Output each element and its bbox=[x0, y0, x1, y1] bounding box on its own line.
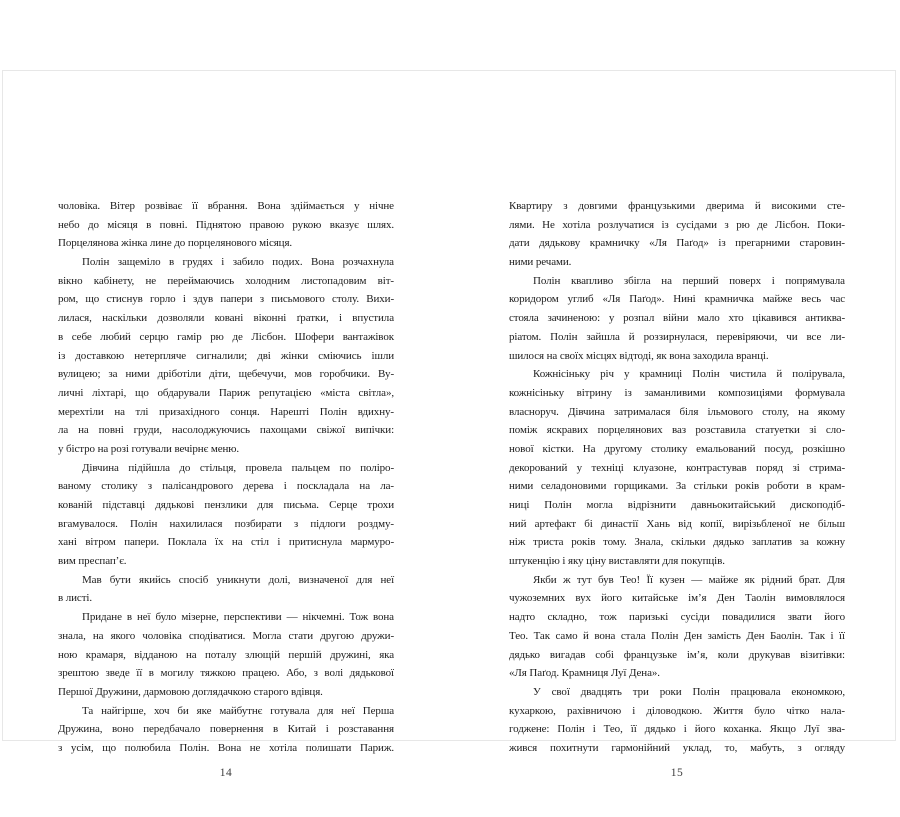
text-line: Придане в неї було мізерне, перспективи — нікчемні. Тож вона bbox=[82, 611, 394, 624]
text-line: ними селадоновими горщиками. За стільки років роботи в крам- bbox=[509, 480, 845, 493]
text-line: дати дядькову крамничку «Ля Паґод» із прегарними старовин- bbox=[509, 237, 845, 250]
text-line: ла на повні груди, насолоджуючись пахощами свіжої випічки: bbox=[58, 424, 395, 437]
text-line: ваному столику з палісандрового дерева і поскладала на ла- bbox=[58, 480, 394, 493]
text-line: Кожнісіньку річ у крамниці Полін чистила й полірувала, bbox=[533, 368, 845, 381]
text-line: вулицею; за ними дріботіли діти, щебечучи, мов горобчики. Ву- bbox=[58, 368, 395, 381]
book-spread-panel bbox=[2, 70, 896, 779]
text-line: небо до місяця в повні. Піднятою правою рукою вказує шлях. bbox=[58, 218, 395, 231]
text-line: знала, на якого чоловіка сподіватися. Могла стати другою дружи- bbox=[58, 629, 395, 642]
text-line: стояла зачиненою: у розпал війни мало хто цікавився антиква- bbox=[509, 312, 846, 325]
text-line: в листі. bbox=[58, 592, 93, 605]
text-line: Порцелянова жінка лине до порцелянового місяця. bbox=[58, 237, 293, 250]
text-line: ними речами. bbox=[509, 256, 572, 269]
text-line: Першої Дружини, дармовою доглядачкою старого вдівця. bbox=[58, 685, 323, 698]
text-line: надто складно, тож паризькі сусіди повадилися звати його bbox=[509, 611, 845, 624]
text-line: Полін защеміло в грудях і забило подих. Вона розчахнула bbox=[82, 256, 394, 269]
text-line: Дівчина підійшла до стільця, провела пальцем по поліро- bbox=[82, 461, 395, 474]
text-line: чужоземних вух його китайське ім’я Ден Таолін вимовлялося bbox=[509, 592, 845, 605]
text-line: «Ля Паґод. Крамниця Луї Дена». bbox=[509, 667, 660, 680]
text-line: із доставкою нетерпляче сигналили; дві жінки сміючись ішли bbox=[58, 349, 395, 362]
text-line: у бістро на розі готували вечірнє меню. bbox=[58, 442, 240, 455]
text-line: з усім, що полюбила Полін. Вона не хотіла полишати Париж. bbox=[58, 741, 394, 754]
text-line: Та найгірше, хоч би яке майбутнє готувала для неї Перша bbox=[82, 704, 394, 717]
page-left-text bbox=[58, 197, 394, 758]
text-line: декорований у техніці клуазоне, контрастував поряд зі стрима- bbox=[509, 461, 846, 474]
text-line: ром, що стиснув горло і здув папери з письмового столу. Вихи- bbox=[58, 293, 395, 306]
text-line: вікно кабінету, не переймаючись холодним листопадовим віт- bbox=[58, 274, 394, 287]
page-right-text bbox=[509, 197, 845, 758]
text-line: Тео. Так само й вона стала Полін Ден замість Ден Баолін. Так і її bbox=[509, 629, 845, 642]
text-line: кухаркою, рахівничою і діловодкою. Життя було чітко нала- bbox=[509, 704, 845, 717]
text-line: нової кістки. На другому столику емальований посуд, розкішно bbox=[509, 442, 846, 455]
text-line: поміж яскравих порцелянових ваз розставила статуетки зі сло- bbox=[509, 424, 846, 437]
text-line: ніж триста років тому. Знала, скільки дядько заплатив за кожну bbox=[509, 536, 846, 549]
text-line: лями. Не хотіла розлучатися із сусідами з рю де Лісбон. Поки- bbox=[509, 218, 845, 231]
page-number-right: 15 bbox=[670, 767, 684, 779]
text-line: чоловіка. Вітер розвіває її вбрання. Вона здіймається у нічне bbox=[58, 200, 394, 212]
text-line: коридором углиб «Ля Паґод». Нині крамничка майже весь час bbox=[509, 293, 846, 306]
text-line: власноруч. Дівчина затрималася біля ільмового столу, на якому bbox=[509, 405, 846, 418]
text-line: дядько вигадав собі французьке ім’я, коли друкував візитівки: bbox=[509, 648, 845, 661]
text-line: ний артефакт бі династії Хань від копії, вирізьбленої не більш bbox=[509, 517, 845, 530]
text-line: ною крамаря, відданою на поталу злющій першій дружині, яка bbox=[58, 648, 395, 661]
text-line: шилося на своїх місцях відтоді, як вона заходила вранці. bbox=[509, 349, 769, 362]
text-line: Якби ж тут був Тео! Її кузен — майже як рідний брат. Для bbox=[533, 573, 846, 586]
text-line: ріатом. Полін зайшла й роззирнулася, перевіряючи, чи все ли- bbox=[509, 330, 846, 343]
text-line: штукенцію і яку ціну виставляти для покупців. bbox=[509, 555, 725, 568]
text-line: личні ліхтарі, що обдарували Париж репутацією «міста світла», bbox=[58, 386, 395, 399]
text-line: кованій підставці дядькові пензлики для письма. Серце трохи bbox=[58, 499, 394, 511]
text-line: лилася, наскільки дозволяли ковані віконні ґратки, і впустила bbox=[58, 312, 394, 325]
text-line: кожнісіньку вітрину із заманливими композиціями формувала bbox=[509, 386, 846, 399]
text-line: Полін квапливо збігла на перший поверх і попрямувала bbox=[533, 274, 845, 287]
text-line: зрештою зведе її в могилу тяжкою працею. Або, з волі дядькової bbox=[58, 667, 394, 680]
text-line: ниці Полін могла відрізнити давньокитайський дископодіб- bbox=[509, 499, 845, 511]
text-line: вим преспап’є. bbox=[58, 555, 127, 568]
text-line: хані вітром папери. Поклала їх на стіл і притиснула мармуро- bbox=[58, 536, 395, 549]
page-number-left: 14 bbox=[219, 767, 233, 779]
text-line: Квартиру з довгими французькими дверима й високими сте- bbox=[509, 200, 845, 212]
text-line: вгамувалося. Полін нахилилася позбирати з підлоги роздму- bbox=[58, 517, 394, 530]
text-line: мерехтіли на тлі призахідного сонця. Нарешті Полін вдихну- bbox=[58, 405, 394, 418]
text-line: Дружина, воно передбачало повернення в Китай і розставання bbox=[58, 723, 394, 736]
text-line: У свої двадцять три роки Полін працювала економкою, bbox=[533, 685, 845, 698]
text-line: Мав бути якийсь спосіб уникнути долі, визначеної для неї bbox=[82, 573, 395, 586]
text-line: жився похитнути гармонійний уклад, то, мабуть, з огляду bbox=[509, 741, 845, 754]
text-line: годжене: Полін і Тео, її дядько і його коханка. Якщо Луї зва- bbox=[509, 723, 845, 736]
text-line: в себе любий серцю гамір рю де Лісбон. Шофери вантажівок bbox=[58, 330, 394, 343]
